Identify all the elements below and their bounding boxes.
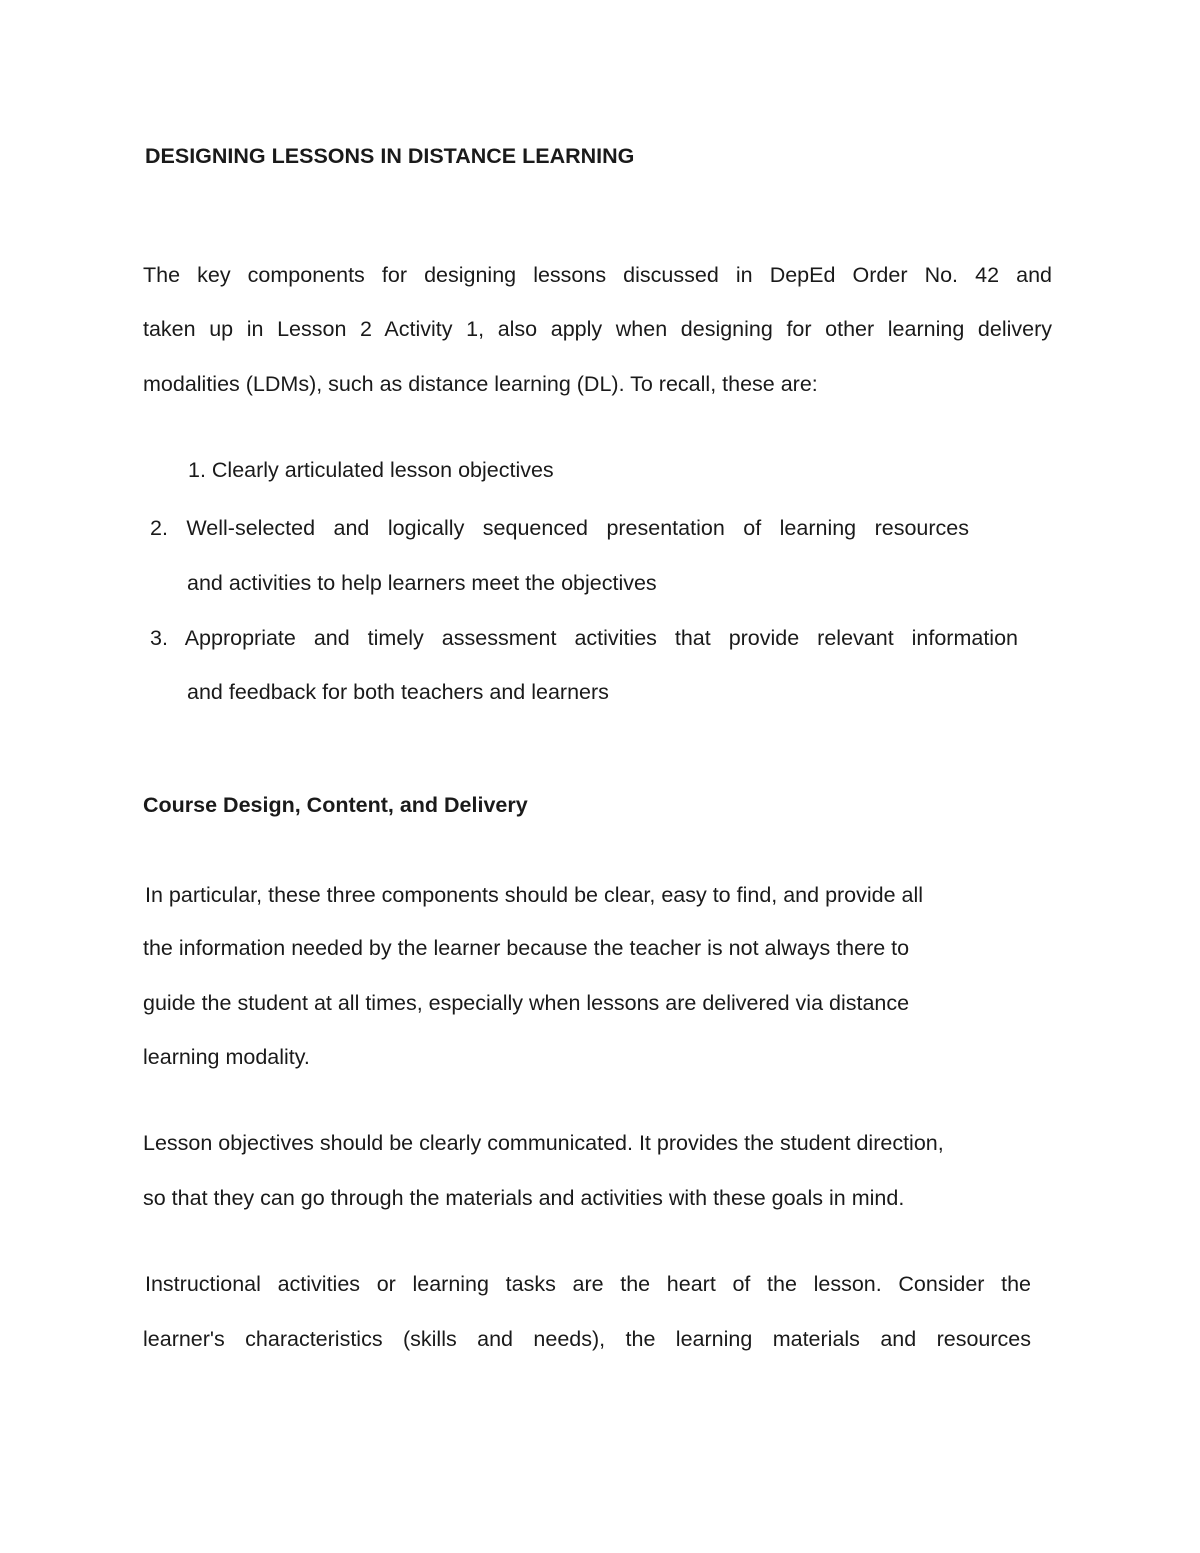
list-item-3-line-1: 3. Appropriate and timely assessment activities that provide relevant information <box>150 626 1018 650</box>
list-item-1: 1. Clearly articulated lesson objectives <box>188 458 554 482</box>
section-heading: Course Design, Content, and Delivery <box>143 793 528 817</box>
paragraph-1-line-1: In particular, these three components should be clear, easy to find, and provide all <box>145 883 924 907</box>
list-item-2-line-1: 2. Well-selected and logically sequenced presentation of learning resources <box>150 516 969 540</box>
intro-line-3: modalities (LDMs), such as distance learning (DL). To recall, these are: <box>143 372 818 396</box>
intro-line-1: The key components for designing lessons discussed in DepEd Order No. 42 and <box>143 263 1052 287</box>
document-title: DESIGNING LESSONS IN DISTANCE LEARNING <box>145 144 635 168</box>
paragraph-2-line-1: Lesson objectives should be clearly communicated. It provides the student direction, <box>143 1131 944 1155</box>
list-item-2-line-2: and activities to help learners meet the objectives <box>187 571 657 595</box>
list-item-3-line-2: and feedback for both teachers and learners <box>187 680 609 704</box>
paragraph-1-line-4: learning modality. <box>143 1045 310 1069</box>
paragraph-1-line-3: guide the student at all times, especially when lessons are delivered via distance <box>143 991 910 1015</box>
paragraph-3-line-1: Instructional activities or learning tasks are the heart of the lesson. Consider the <box>145 1272 1031 1296</box>
paragraph-2-line-2: so that they can go through the materials and activities with these goals in mind. <box>143 1186 905 1210</box>
intro-line-2: taken up in Lesson 2 Activity 1, also apply when designing for other learning delivery <box>143 317 1052 341</box>
paragraph-1-line-2: the information needed by the learner because the teacher is not always there to <box>143 936 910 960</box>
paragraph-3-line-2: learner's characteristics (skills and needs), the learning materials and resources <box>143 1327 1031 1351</box>
